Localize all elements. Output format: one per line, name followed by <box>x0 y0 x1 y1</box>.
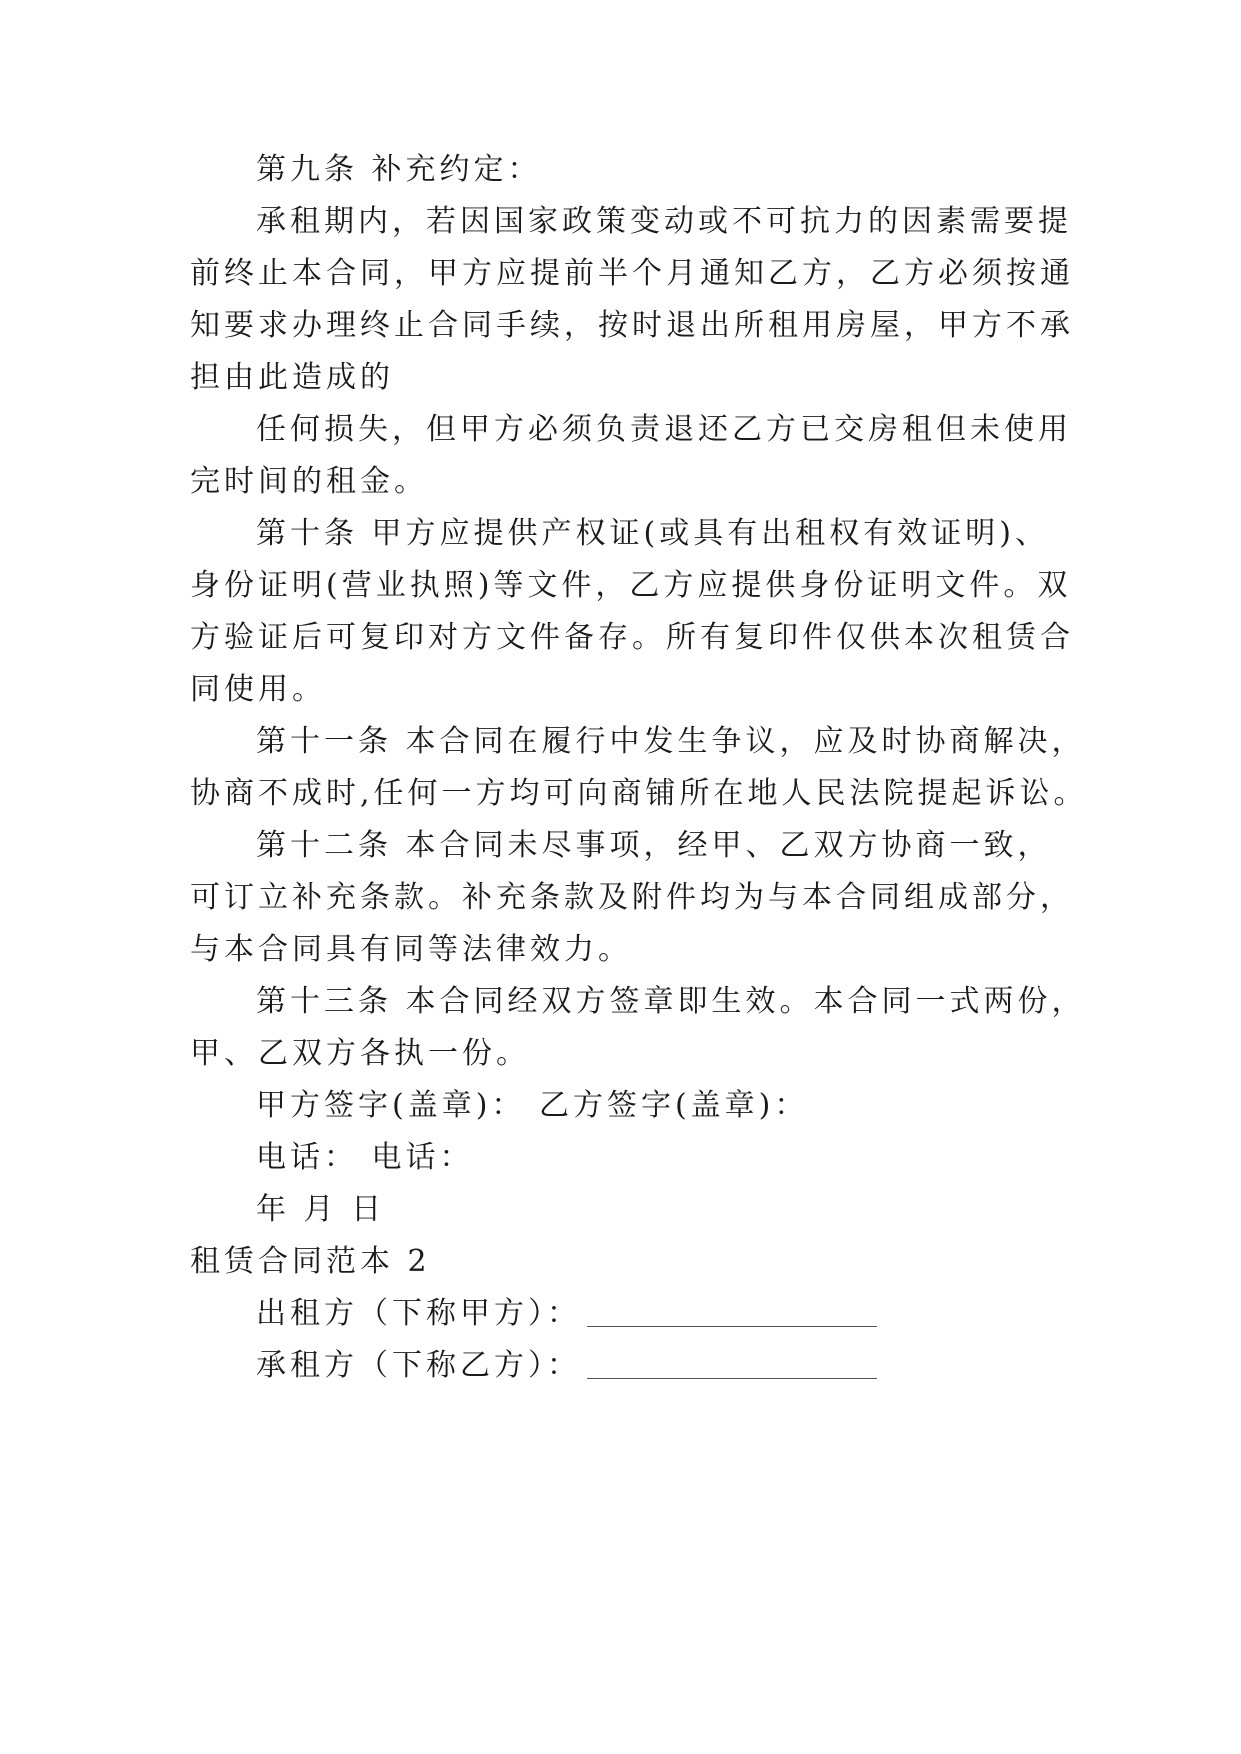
signature-line: 甲方签字(盖章)： 乙方签字(盖章)： <box>256 1088 809 1123</box>
article-9-para1-line3: 知要求办理终止合同手续，按时退出所租用房屋，甲方不承 <box>190 308 1074 343</box>
article-12-line3: 与本合同具有同等法律效力。 <box>190 932 632 967</box>
lessee-row <box>256 1348 877 1384</box>
article-13-line2: 甲、乙双方各执一份。 <box>190 1036 530 1071</box>
lessee-label: 承租方（下称乙方）： <box>256 1348 581 1383</box>
section-2-title: 租赁合同范本 2 <box>190 1244 431 1279</box>
article-9-title: 第九条 补充约定： <box>256 152 542 187</box>
lessor-label: 出租方（下称甲方）： <box>256 1296 581 1331</box>
lessor-fill-in-blank <box>587 1300 877 1327</box>
article-10-line4: 同使用。 <box>190 672 326 707</box>
article-10-line2: 身份证明(营业执照)等文件，乙方应提供身份证明文件。双 <box>190 568 1072 603</box>
article-9-para1-line2: 前终止本合同，甲方应提前半个月通知乙方，乙方必须按通 <box>190 256 1074 291</box>
date-line: 年 月 日 <box>256 1192 386 1227</box>
article-10-line3: 方验证后可复印对方文件备存。所有复印件仅供本次租赁合 <box>190 620 1074 655</box>
phone-line: 电话： 电话： <box>256 1140 474 1175</box>
article-9-para1-line4: 担由此造成的 <box>190 360 394 395</box>
article-12-line1: 第十二条 本合同未尽事项，经甲、乙双方协商一致， <box>256 828 1052 863</box>
article-9-para1-line1: 承租期内，若因国家政策变动或不可抗力的因素需要提 <box>256 204 1072 239</box>
article-9-para2-line2: 完时间的租金。 <box>190 464 428 499</box>
article-11-line2: 协商不成时,任何一方均可向商铺所在地人民法院提起诉讼。 <box>190 776 1088 811</box>
article-11-line1: 第十一条 本合同在履行中发生争议，应及时协商解决， <box>256 724 1086 759</box>
article-9-para2-line1: 任何损失，但甲方必须负责退还乙方已交房租但未使用 <box>256 412 1072 447</box>
article-10-line1: 第十条 甲方应提供产权证(或具有出租权有效证明)、 <box>256 516 1049 551</box>
article-12-line2: 可订立补充条款。补充条款及附件均为与本合同组成部分， <box>190 880 1074 915</box>
lessee-fill-in-blank <box>587 1352 877 1379</box>
article-13-line1: 第十三条 本合同经双方签章即生效。本合同一式两份， <box>256 984 1086 1019</box>
lessor-row <box>256 1296 877 1332</box>
